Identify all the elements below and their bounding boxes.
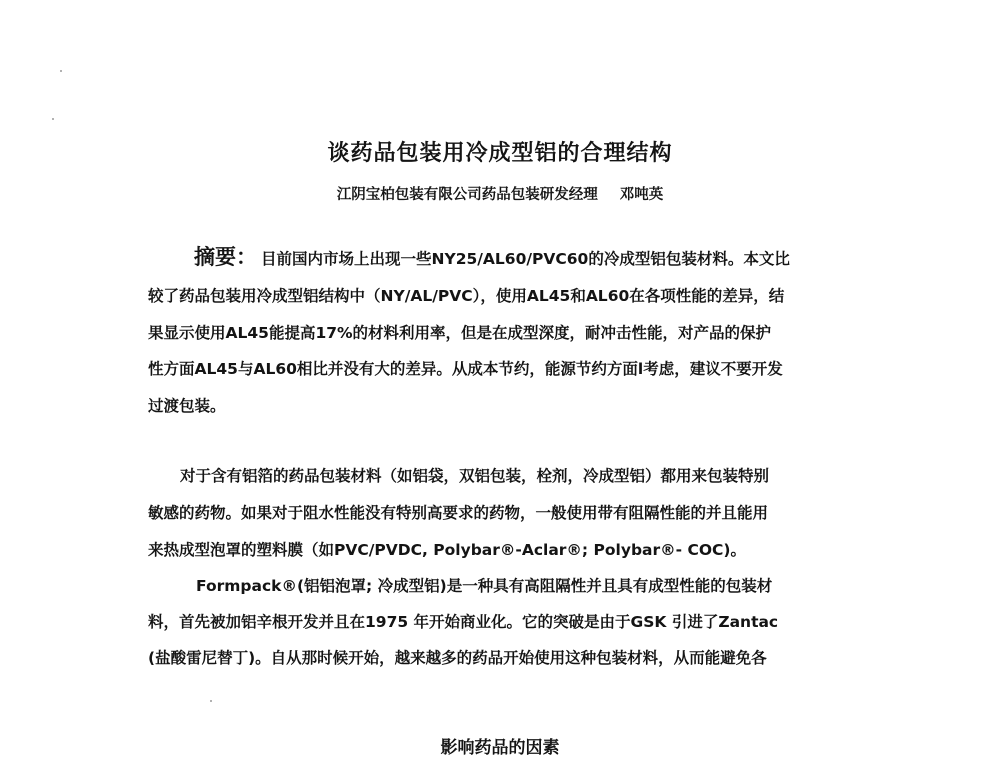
document-title: 谈药品包装用冷成型铝的合理结构: [327, 141, 673, 166]
author-byline: [0, 183, 1000, 204]
body-line: 对于含有铝箔的药品包装材料（如铝袋，双铝包装，栓剂，冷成型铝）都用来包装特别: [180, 467, 770, 485]
author-affiliation: 江阴宝柏包装有限公司药品包装研发经理: [336, 187, 598, 203]
body-line: 敏感的药物。如果对于阻水性能没有特别高要求的药物，一般使用带有阻隔性能的并且能用: [148, 504, 769, 522]
abstract-line: 过渡包装。: [148, 397, 226, 415]
abstract-line: 果显示使用AL45能提高17%的材料利用率，但是在成型深度，耐冲击性能，对产品的保护: [148, 324, 772, 342]
abstract-line: 较了药品包装用冷成型铝结构中（NY/AL/PVC），使用AL45和AL60在各项性能的差异，结: [148, 287, 785, 305]
abstract-line: 性方面AL45与AL60相比并没有大的差异。从成本节约，能源节约方面l考虑，建议不要开发: [148, 360, 783, 378]
abstract-text: 目前国内市场上出现一些NY25/AL60/PVC60的冷成型铝包装材料。本文比: [261, 250, 790, 268]
scan-speck: [60, 70, 62, 72]
abstract-line: [194, 247, 790, 269]
body-line: Formpack®(铝铝泡罩; 冷成型铝)是一种具有高阻隔性并且具有成型性能的包装材: [196, 577, 773, 595]
section-heading: 影响药品的因素: [440, 738, 560, 758]
body-line: 料，首先被加铝辛根开发并且在1975 年开始商业化。它的突破是由于GSK 引进了Zantac: [148, 613, 779, 631]
abstract-label: 摘要：: [194, 245, 257, 269]
author-name: 邓吨英: [619, 187, 664, 203]
body-line: 来热成型泡罩的塑料膜（如PVC/PVDC, Polybar®-Aclar®; Polybar®- COC)。: [148, 541, 746, 559]
body-line: (盐酸雷尼替丁)。自从那时候开始，越来越多的药品开始使用这种包装材料，从而能避免各: [148, 649, 767, 667]
scan-speck: [52, 118, 54, 120]
scan-speck: [210, 700, 212, 702]
